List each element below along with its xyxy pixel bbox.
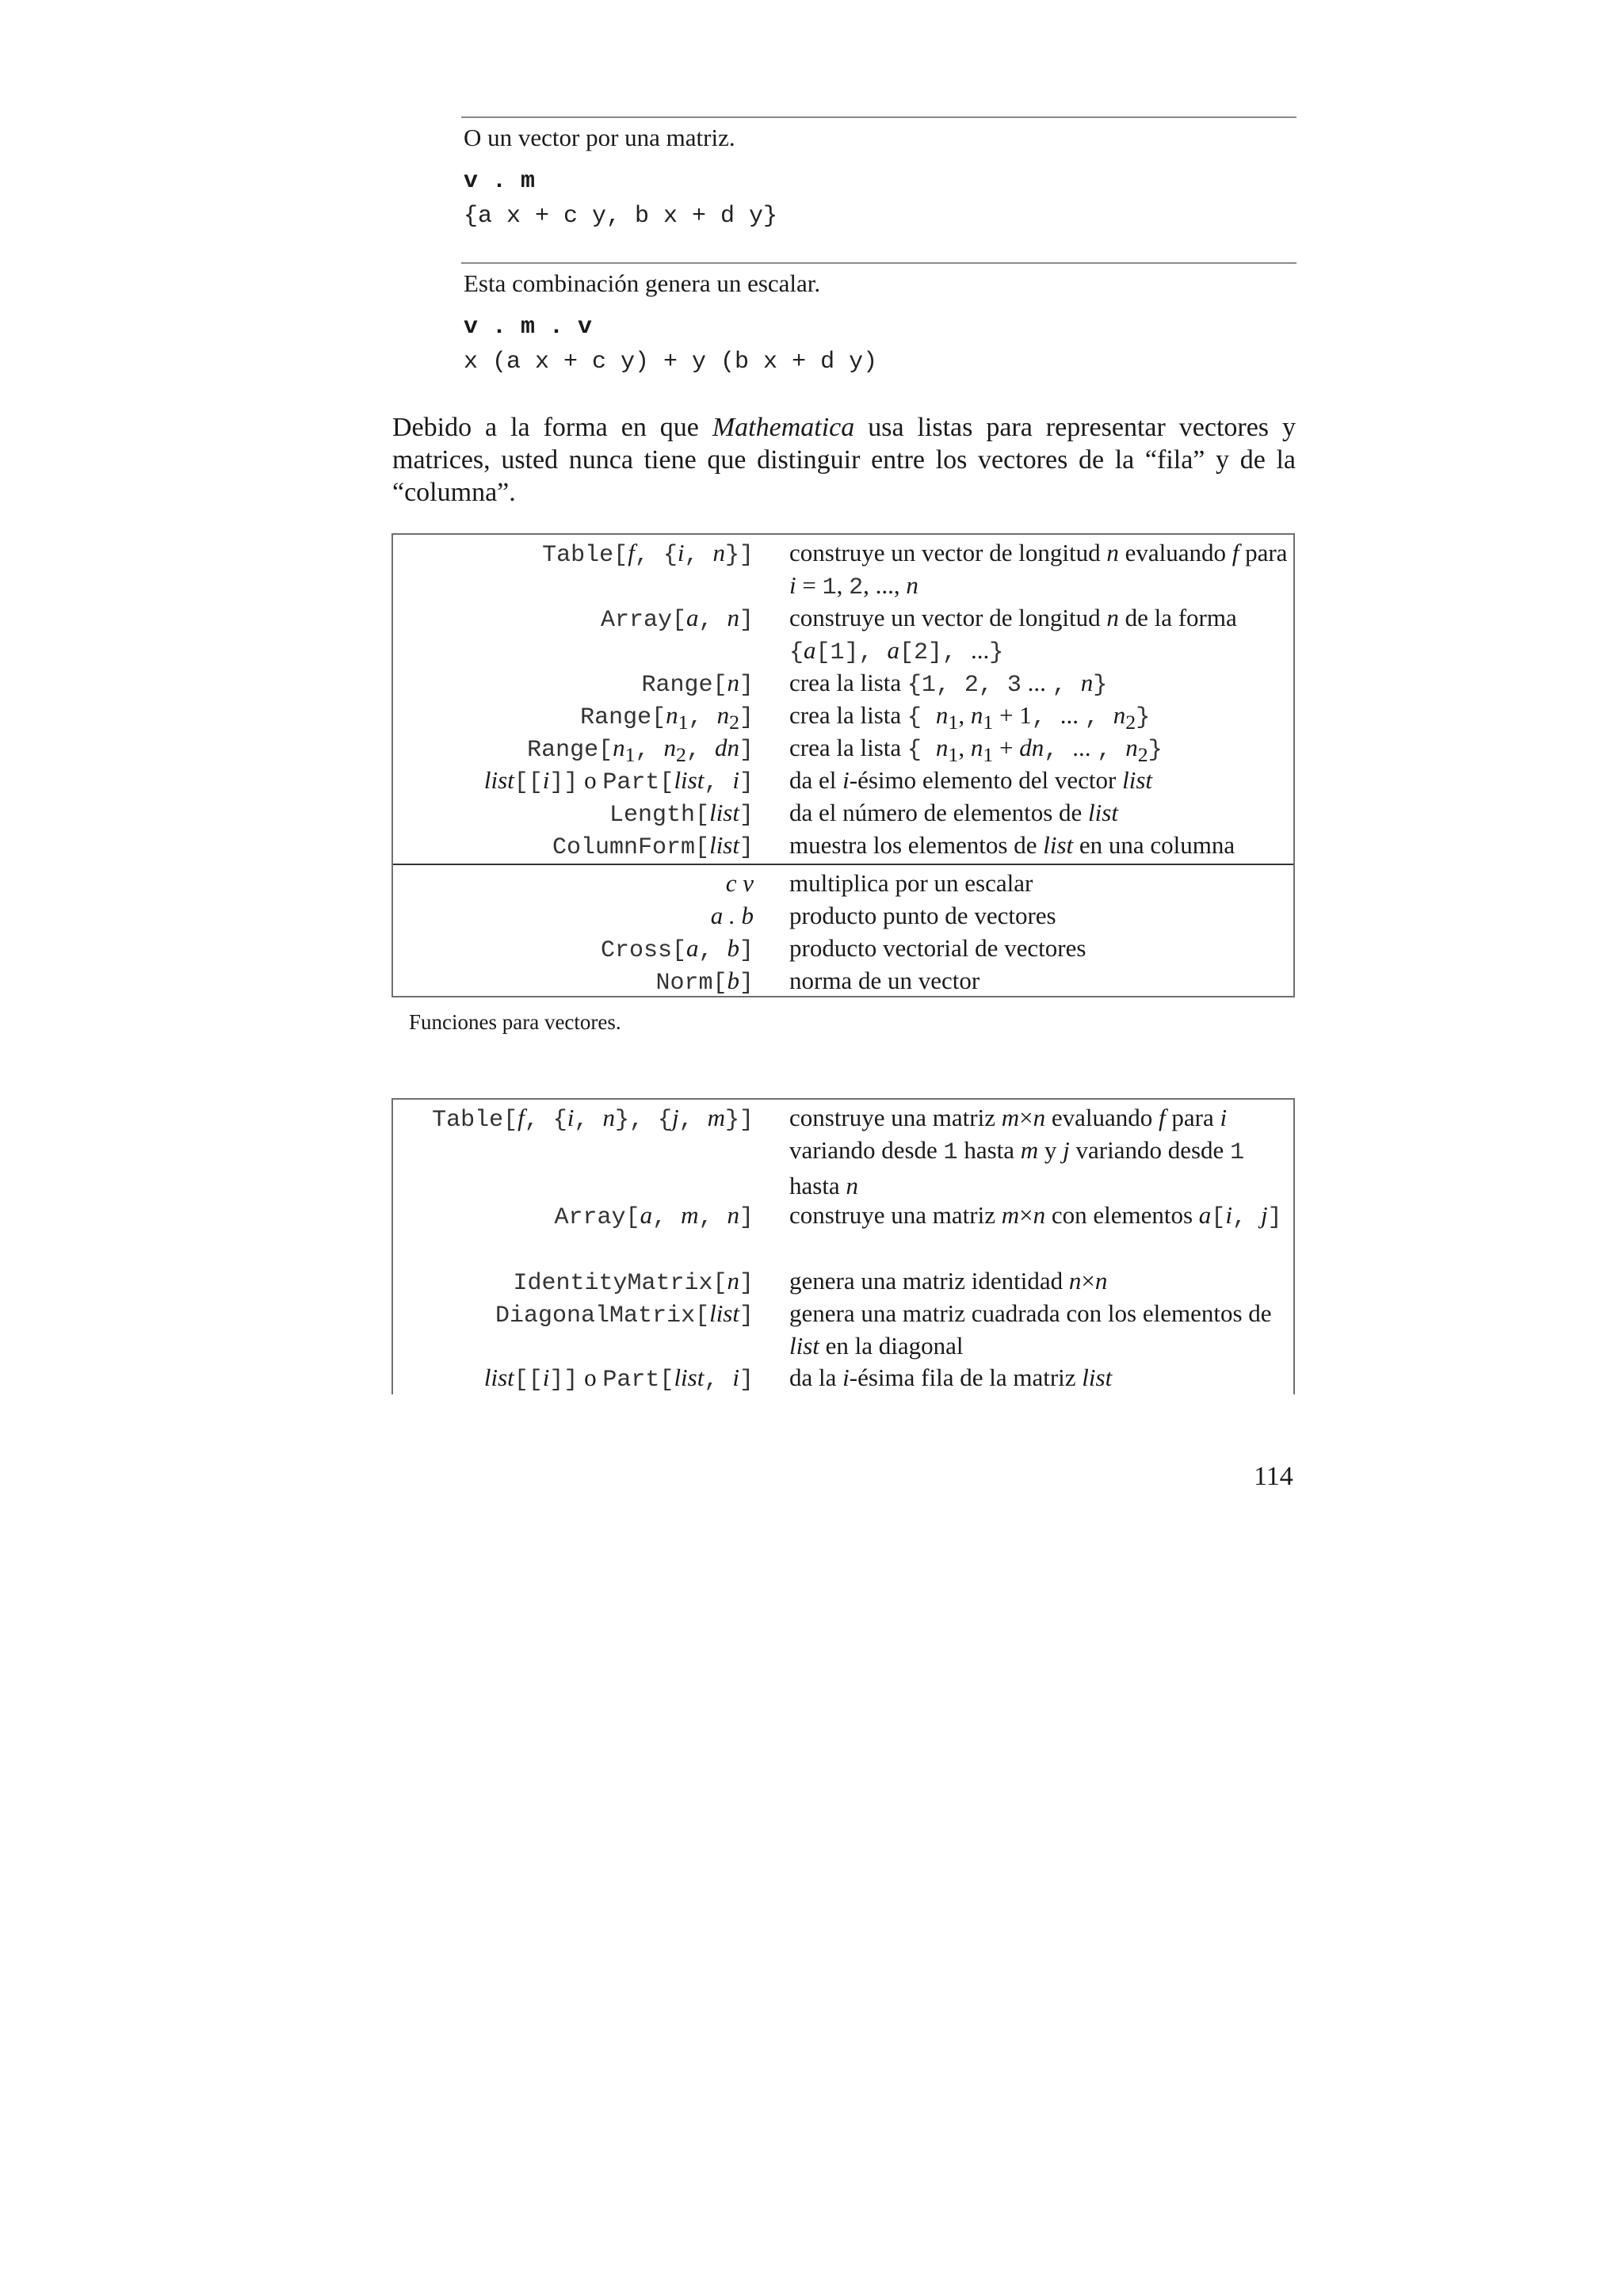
table-section-divider [393,864,1293,865]
cell-divider [461,262,1296,264]
vector-functions-table: Table[f, {i, n}] construye un vector de longitud n evaluando f para i = 1, 2, ..., n Array[a, n] construye un vector de longitud n de la forma {a[1], a[2], ...} Range[n] crea la lista {1, 2, 3 ... , n} $Range[n_1$, $n_2$] crea la lista { $n_1$, $n_1 + 1$, ... , $n_2$} $Range[n_1$, $n_2$, dn] crea la lista { $n_1$, $n_1$ + dn, ... , $n_2$} list[[i]] o Part[list, i] da el i-ésimo elemento del vector list Length[list] da el número de elementos de list ColumnForm[list] muestra los elementos de list en una columna c v multiplica por un escalar a . b producto punto de vectores Cross[a, b] producto vectorial de vectores Norm[b] norma de un vector [391,533,1295,997]
body-paragraph: Debido a la forma en que Mathematica usa listas para representar vectores y matrices, usted nunca tiene que distinguir entre los vectores de la “fila” y de la “columna”. [392,413,1296,507]
paragraph-emphasis: Mathematica [712,413,855,442]
text-cell-caption: Esta combinación genera un escalar. [464,269,821,297]
page-number: 114 [1254,1462,1293,1491]
input-cell: v . m [464,168,536,195]
table-caption: Funciones para vectores. [409,1010,621,1034]
output-cell: x (a x + c y) + y (b x + d y) [464,349,878,376]
matrix-functions-table: Table[f, {i, n}, {j, m}] construye una matriz m×n evaluando f para i variando desde 1 hasta m y j variando desde 1 hasta n Array[a, m, n] construye una matriz m×n con elementos a[i, j] IdentityMatrix[n] genera una matriz identidad n×n DiagonalMatrix[list] genera una matriz cuadrada con los elementos de list en la diagonal list[[i]] o Part[list, i] da la i-ésima fila de la matriz list [391,1098,1295,1394]
output-cell: {a x + c y, b x + d y} [464,203,778,230]
input-cell: v . m . v [464,314,593,341]
text-cell-caption: O un vector por una matriz. [464,124,735,151]
cell-divider [461,116,1296,118]
